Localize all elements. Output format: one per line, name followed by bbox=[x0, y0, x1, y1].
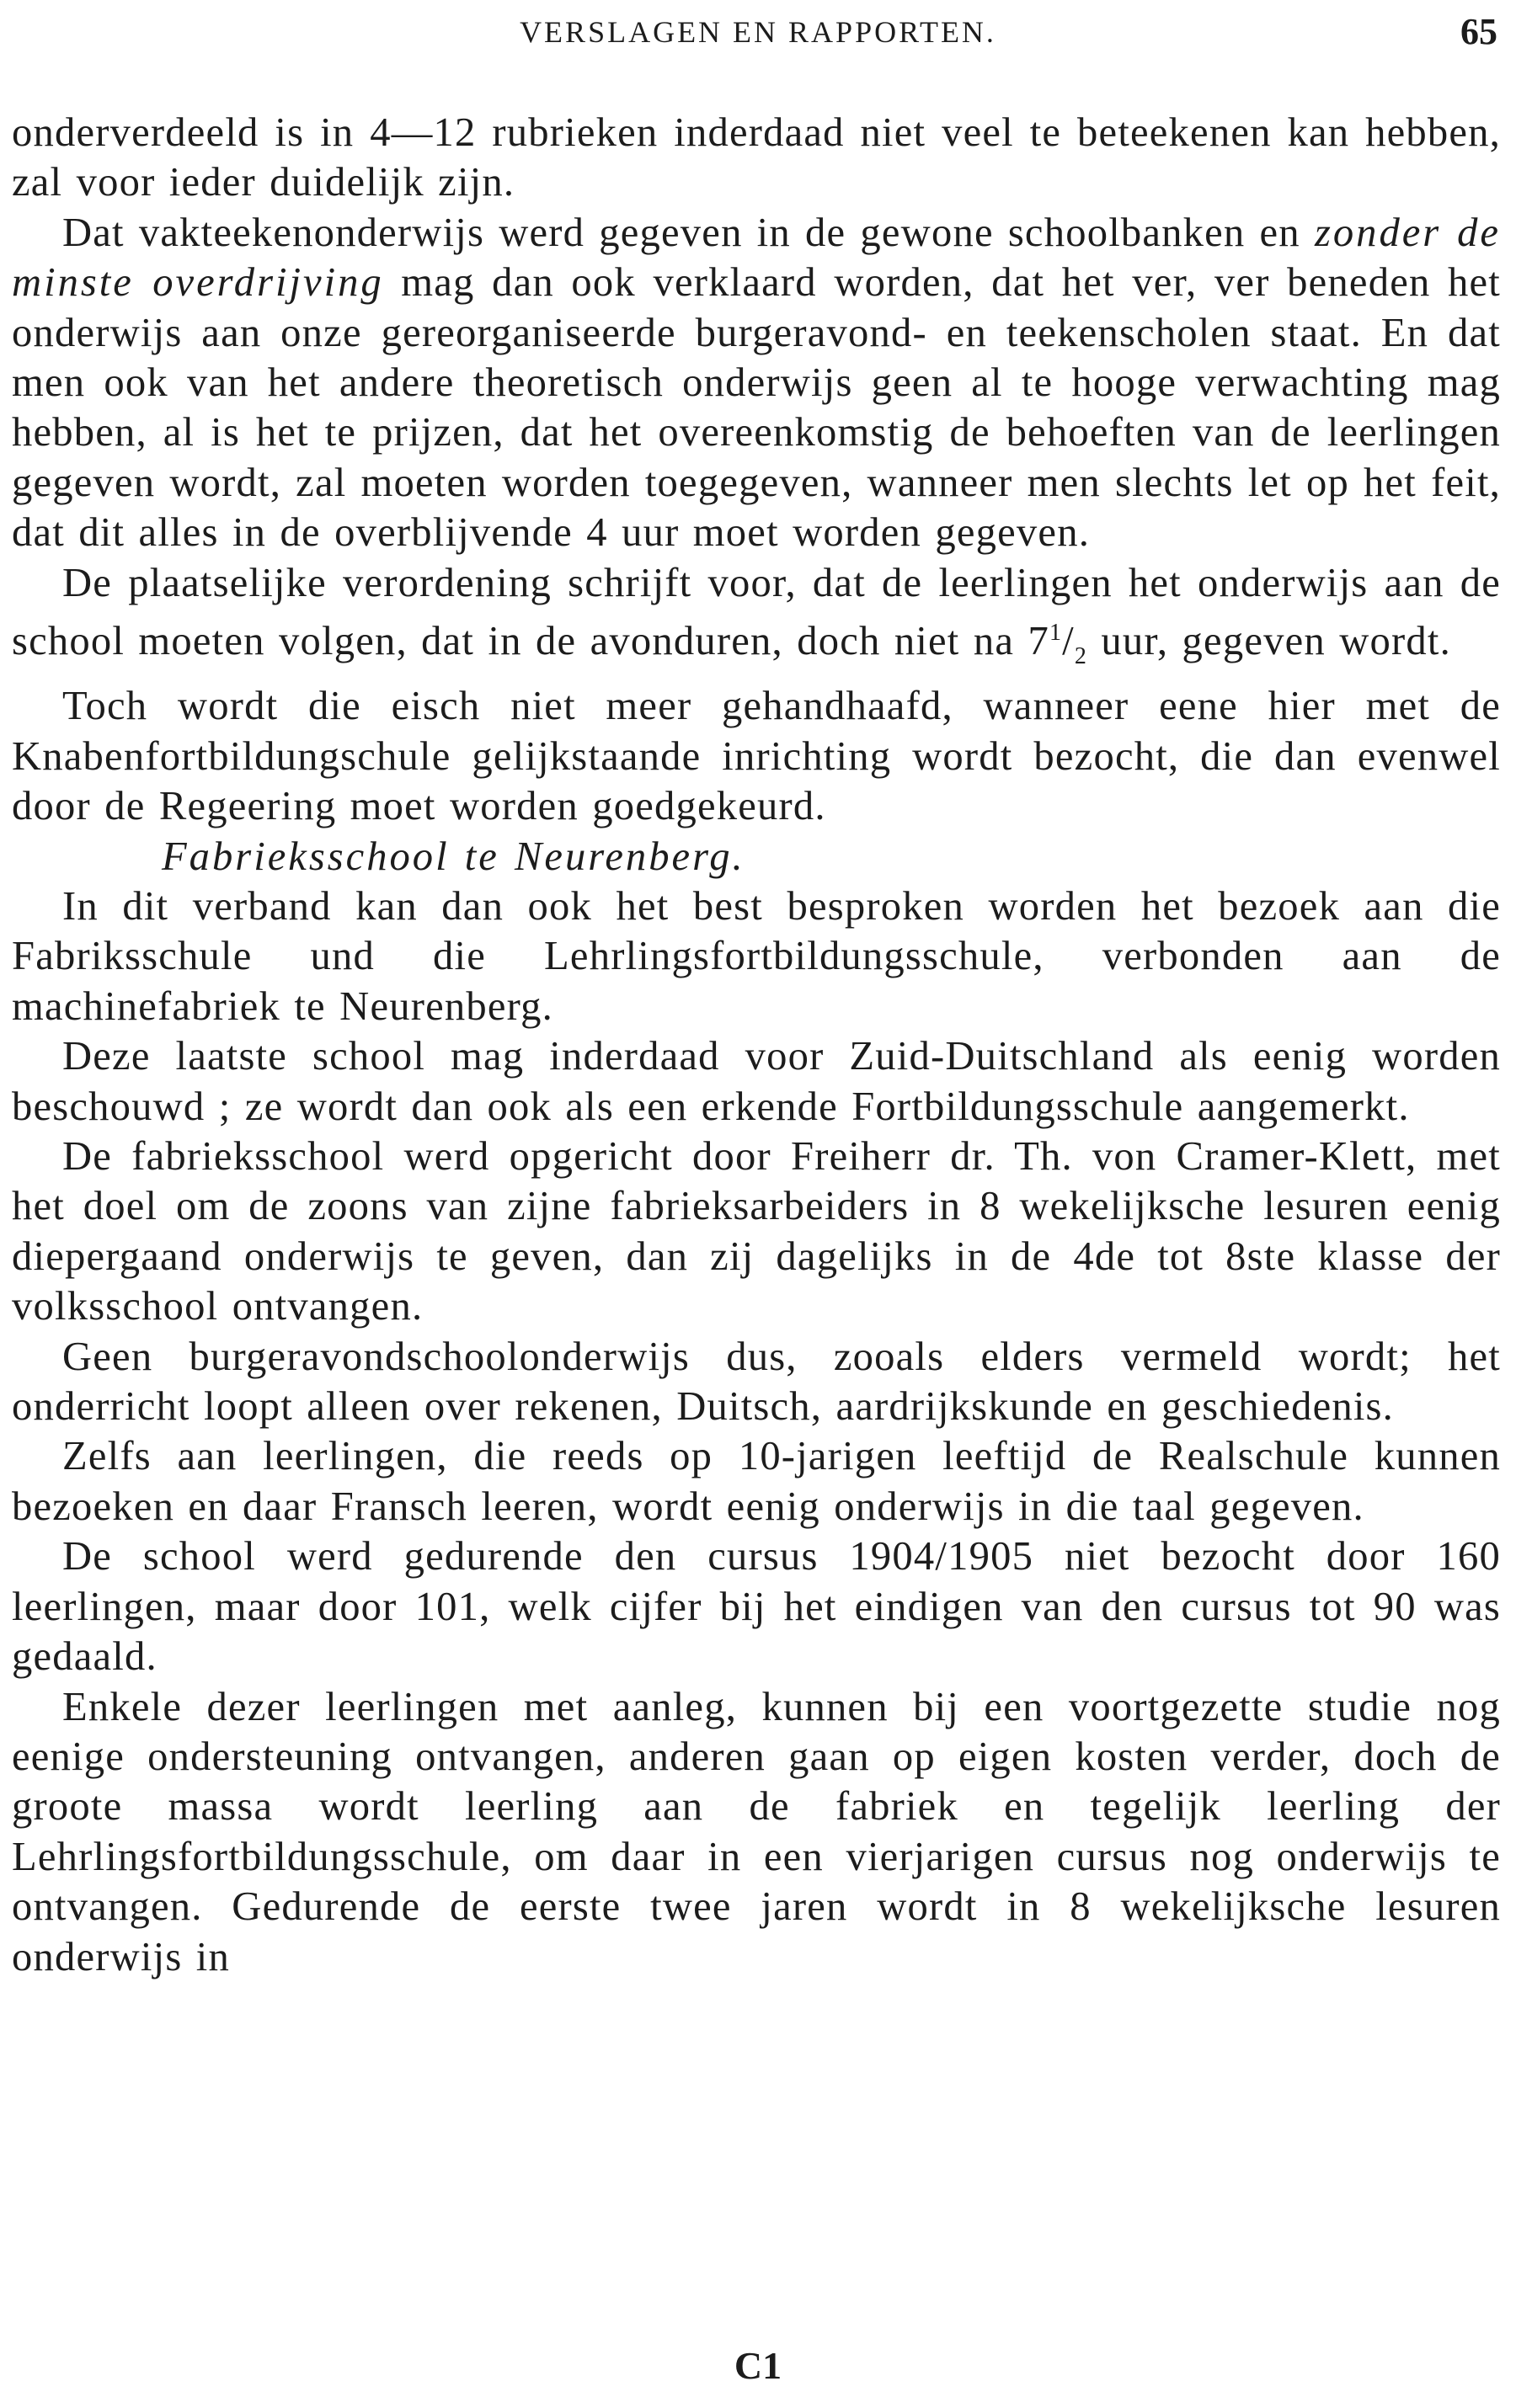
body-text bbox=[12, 108, 1501, 1982]
section-heading: Fabrieksschool te Neurenberg. bbox=[162, 833, 745, 879]
paragraph-text: mag dan ook verklaard worden, dat het ver, ver beneden het onderwijs aan onze gereorganiseerde burgeravond- en teekenscholen staat. En dat men ook van het andere theoretisch onderwijs geen al te hooge verwachting mag hebben, al is het te prijzen, dat het overeenkomstig de behoeften van de leerlingen gegeven wordt, zal moeten worden toegegeven, wanneer men slechts let op het feit, dat dit alles in de overblijvende 4 uur moet worden gegeven. bbox=[12, 259, 1501, 556]
paragraph: onderverdeeld is in 4—12 rubrieken inderdaad niet veel te beteekenen kan hebben, zal voor ieder duidelijk zijn. bbox=[12, 109, 1501, 205]
paragraph: Geen burgeravondschoolonderwijs dus, zooals elders vermeld wordt; het onderricht loopt alleen over rekenen, Duitsch, aardrijkskunde en geschiedenis. bbox=[12, 1333, 1501, 1430]
paragraph: De fabrieksschool werd opgericht door Freiherr dr. Th. von Cramer-Klett, met het doel om de zoons van zijne fabrieksarbeiders in 8 wekelijksche lesuren eenig diepergaand onderwijs te geven, dan zij dagelijks in de 4de tot 8ste klasse der volksschool ontvangen. bbox=[12, 1133, 1501, 1329]
emphasized-phrase: zonder de minste overdrijving bbox=[12, 209, 1502, 306]
paragraph: Zelfs aan leerlingen, die reeds op 10-jarigen leeftijd de Realschule kunnen bezoeken en daar Fransch leeren, wordt eenig onderwijs in die taal gegeven. bbox=[12, 1433, 1501, 1529]
paragraph-text: De plaatselijke verordening schrijft voor, dat de leerlingen het onderwijs aan de school moeten volgen, dat in de avonduren, doch niet na 7 bbox=[12, 559, 1501, 664]
paragraph: De school werd gedurende den cursus 1904/1905 niet bezocht door 160 leerlingen, maar door 101, welk cijfer bij het eindigen van den cursus tot 90 was gedaald. bbox=[12, 1533, 1501, 1680]
running-title: VERSLAGEN EN RAPPORTEN. bbox=[520, 15, 996, 49]
page-header bbox=[0, 8, 1516, 56]
paragraph-text: uur, gegeven wordt. bbox=[1087, 618, 1451, 664]
paragraph bbox=[12, 208, 1501, 558]
paragraph: In dit verband kan dan ook het best besproken worden het bezoek aan die Fabriksschule und die Lehrlingsfortbildungsschule, verbonden aan de machinefabriek te Neurenberg. bbox=[12, 883, 1501, 1029]
paragraph bbox=[12, 558, 1501, 682]
paragraph: Deze laatste school mag inderdaad voor Zuid-Duitschland als eenig worden beschouwd ; ze wordt dan ook als een erkende Fortbildungsschule aangemerkt. bbox=[12, 1033, 1501, 1129]
page-number: 65 bbox=[1460, 11, 1497, 52]
fraction-numerator: 1 bbox=[1049, 620, 1063, 647]
fraction-slash: / bbox=[1062, 618, 1075, 664]
paragraph: Toch wordt die eisch niet meer gehandhaafd, wanneer eene hier met de Knabenfortbildungschule gelijkstaande inrichting wordt bezocht, die dan evenwel door de Regeering moet worden goedgekeurd. bbox=[12, 683, 1501, 829]
printer-signature: C1 bbox=[734, 2344, 782, 2387]
paragraph: Enkele dezer leerlingen met aanleg, kunnen bij een voortgezette studie nog eenige ondersteuning ontvangen, anderen gaan op eigen kosten verder, doch de groote massa wordt leerling aan de fabriek en tegelijk leerling der Lehrlingsfortbildungsschule, om daar in een vierjarigen cursus nog onderwijs te ontvangen. Gedurende de eerste twee jaren wordt in 8 wekelijksche lesuren onderwijs in bbox=[12, 1683, 1501, 1979]
fraction-denominator: 2 bbox=[1074, 642, 1088, 669]
paragraph-text: Dat vakteekenonderwijs werd gegeven in de gewone schoolbanken en bbox=[62, 209, 1315, 255]
